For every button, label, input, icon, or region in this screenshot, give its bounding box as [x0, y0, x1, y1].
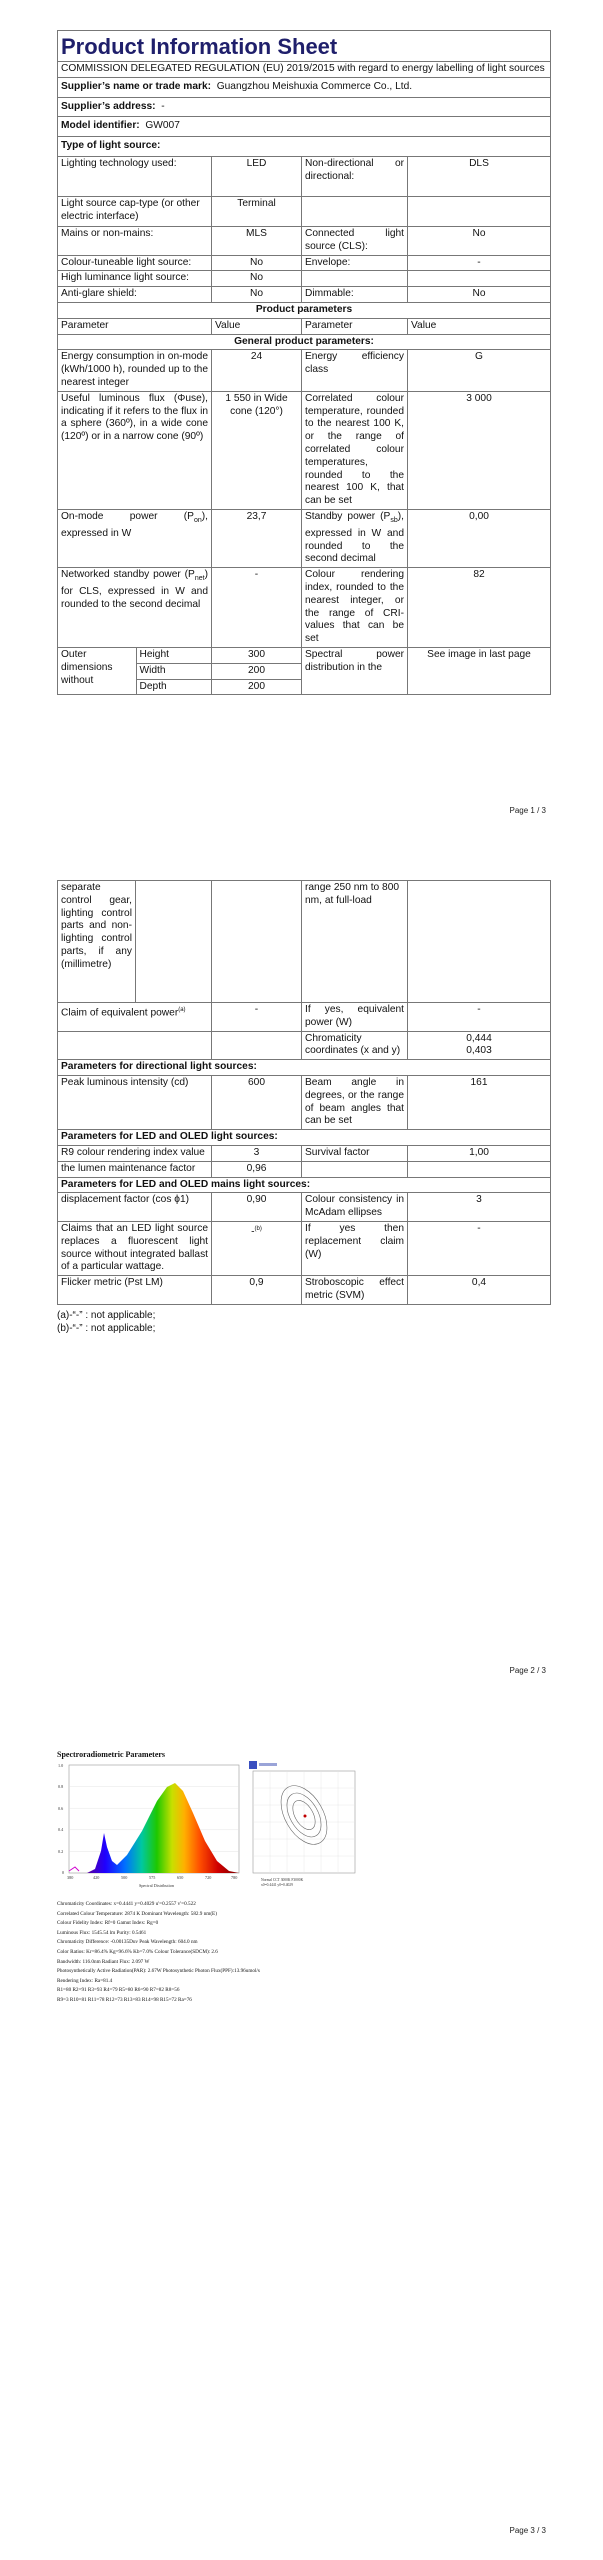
param-line: Bandwidth: 116.0nm Radiant Flux: 2.097 W — [57, 1958, 150, 1965]
empty-cell — [408, 1161, 551, 1177]
mains-label: Mains or non-mains: — [58, 226, 212, 255]
info-table — [57, 30, 551, 695]
height-label: Height — [136, 648, 211, 663]
dimmable-label: Dimmable: — [302, 287, 408, 303]
supplier-label: Supplier’s name or trade mark: — [61, 80, 212, 92]
claims-label: Claims that an LED light source replaces a fluorescent light source without integrated ballast of a particular wattage. — [58, 1221, 212, 1275]
chromaticity-value: 0,444 0,403 — [408, 1031, 551, 1060]
empty-cell — [58, 1031, 212, 1060]
param-line: R9=3 R10=81 R11=78 R12=73 R13=83 R14=98 R15=72 Ra=76 — [57, 1996, 192, 2003]
cct-value: 3 000 — [408, 391, 551, 509]
on-mode-power-value: 23,7 — [212, 509, 302, 567]
peak-intensity-label: Peak luminous intensity (cd) — [58, 1075, 212, 1129]
type-label: Type of light source: — [58, 137, 551, 157]
cie-ellipse-chart — [249, 1761, 357, 1891]
on-mode-power-label: On-mode power $(P_{on})$, expressed in W — [58, 509, 212, 567]
x-axis-label: Spectral Distribution — [139, 1883, 175, 1888]
y-tick: 0.4 — [58, 1827, 64, 1832]
x-tick: 780 — [231, 1875, 238, 1880]
model-value: GW007 — [145, 120, 180, 132]
y-tick: 0.2 — [58, 1849, 64, 1854]
param-line: Colour Fidelity Index: Rf=0 Gamut Index: Rg=0 — [57, 1920, 159, 1927]
equivalent-power-value: - — [212, 1003, 302, 1032]
networked-standby-value: - — [212, 568, 302, 648]
legend-line — [259, 1763, 277, 1766]
energy-consumption-label: Energy consumption in on-mode (kWh/1000 h), rounded up to the nearest integer — [58, 350, 212, 391]
cct-label: Correlated colour temperature, rounded to the nearest 100 K, or the range of correlated colour temperatures, rounded to the nearest 100 K, that can be set — [302, 391, 408, 509]
info-sheet-part-1 — [57, 30, 550, 695]
y-tick: 1.0 — [58, 1763, 64, 1768]
displacement-value: 0,90 — [212, 1193, 302, 1222]
stroboscopic-value: 0,4 — [408, 1276, 551, 1305]
displacement-label: displacement factor (cos ϕ1) — [58, 1193, 212, 1222]
empty-cell — [212, 1031, 302, 1060]
beam-angle-label: Beam angle in degrees, or the range of beam angles that can be set — [302, 1075, 408, 1129]
directional-value: DLS — [408, 156, 551, 196]
energy-consumption-value: 24 — [212, 350, 302, 391]
depth-value: 200 — [248, 680, 265, 692]
supplier-value: Guangzhou Meishuxia Commerce Co., Ltd. — [216, 80, 413, 92]
dimension-values-cell — [212, 647, 302, 694]
cri-label: Colour rendering index, rounded to the nearest integer, or the range of CRI-values that can be set — [302, 568, 408, 648]
lumen-maintenance-label: the lumen maintenance factor — [58, 1161, 212, 1177]
height-value: 300 — [212, 648, 301, 664]
equivalent-power-label: Claim of equivalent power$^{(a)}$ — [58, 1003, 212, 1032]
equivalent-power-label-2: If yes, equivalent power (W) — [302, 1003, 408, 1032]
header-parameter: Parameter — [58, 318, 212, 334]
spectro-graphics — [57, 1761, 357, 1896]
depth-label: Depth — [139, 680, 167, 692]
equivalent-power-value-2: - — [408, 1003, 551, 1032]
product-parameters-header: Product parameters — [58, 302, 551, 318]
stroboscopic-label: Stroboscopic effect metric (SVM) — [302, 1276, 408, 1305]
header-value: Value — [212, 318, 302, 334]
high-luminance-value: No — [212, 271, 302, 287]
page-3 — [0, 1720, 603, 2560]
param-line: Photosynthetically Active Radiation(PAR): 2.67W Photosynthetic Photon Flux(PPF):13.96umol/s — [57, 1968, 260, 1975]
r9-value: 3 — [212, 1145, 302, 1161]
empty-cell — [408, 881, 551, 1003]
spectro-title: Spectroradiometric Parameters — [57, 1750, 166, 1759]
info-table-continued — [57, 880, 551, 1305]
cri-value: 82 — [408, 568, 551, 648]
standby-power-label: Standby power $(P_{sb})$, expressed in W and rounded to the second decimal — [302, 509, 408, 567]
high-luminance-label: High luminance light source: — [58, 271, 212, 287]
cie-caption-1: Normal CCT 3000K F3000K — [261, 1878, 304, 1882]
anti-glare-label: Anti-glare shield: — [58, 287, 212, 303]
general-parameters-header: General product parameters: — [58, 334, 551, 350]
flicker-value: 0,9 — [212, 1276, 302, 1305]
directional-header: Parameters for directional light sources: — [58, 1060, 551, 1076]
param-line: Rendering Index: Ra=81.4 — [57, 1977, 113, 1984]
tuneable-label: Colour-tuneable light source: — [58, 255, 212, 271]
outer-dimensions-label: Outer dimensions without — [58, 648, 136, 694]
param-line: R1=80 R2=91 R3=93 R4=79 R5=80 R6=90 R7=82 R8=56 — [57, 1987, 180, 1994]
networked-standby-label: Networked standby power $(P_{net})$ for CLS, expressed in W and rounded to the second decimal — [58, 568, 212, 648]
efficiency-class-label: Energy efficiency class — [302, 350, 408, 391]
spd-label: Spectral power distribution in the — [302, 647, 408, 694]
efficiency-class-value: G — [408, 350, 551, 391]
y-axis-ticks — [58, 1763, 64, 1875]
empty-cell — [408, 271, 551, 287]
empty-cell — [136, 881, 212, 1003]
param-line: Correlated Colour Temperature: 2874 K Dominant Wavelength: 582.9 nm(E) — [57, 1910, 217, 1917]
colour-consistency-label: Colour consistency in McAdam ellipses — [302, 1193, 408, 1222]
luminous-flux-label: Useful luminous flux (Φuse), indicating if it refers to the flux in a sphere (360º), in a wide cone (120º) or in a narrow cone (90º) — [58, 391, 212, 509]
survival-label: Survival factor — [302, 1145, 408, 1161]
tech-label: Lighting technology used: — [58, 156, 212, 196]
standby-power-value: 0,00 — [408, 509, 551, 567]
lumen-maintenance-value: 0,96 — [212, 1161, 302, 1177]
spectro-parameters — [57, 1900, 357, 2006]
width-value: 200 — [212, 664, 301, 680]
cls-label: Connected light source (CLS): — [302, 226, 408, 255]
x-tick: 500 — [121, 1875, 128, 1880]
cap-type-value: Terminal — [212, 196, 302, 226]
flicker-label: Flicker metric (Pst LM) — [58, 1276, 212, 1305]
header-parameter: Parameter — [302, 318, 408, 334]
envelope-value: - — [408, 255, 551, 271]
legend-swatch — [249, 1761, 257, 1769]
survival-value: 1,00 — [408, 1145, 551, 1161]
page-1 — [0, 0, 603, 820]
empty-cell — [212, 881, 302, 1003]
replacement-value: - — [408, 1221, 551, 1275]
replacement-label: If yes then replacement claim (W) — [302, 1221, 408, 1275]
outer-dimensions-continued: separate control gear, lighting control parts and non-lighting control parts, if any (millimetre) — [58, 881, 136, 1003]
outer-dimensions-cell — [58, 647, 212, 694]
param-line: Chromaticity Coordinates: x=0.4441 y=0.4029 u'=0.2557 v'=0.522 — [57, 1901, 196, 1907]
address-value: - — [161, 100, 165, 112]
y-tick: 0.6 — [58, 1806, 64, 1811]
param-line: Chromaticity Difference: -0.00135Duv Peak Wavelength: 604.0 nm — [57, 1939, 198, 1946]
sheet-title: Product Information Sheet — [58, 31, 551, 62]
param-line: Color Ratios: Kr=86.4% Kg=96.6% Kb=7.0% Colour Tolerance(SDCM): 2.6 — [57, 1948, 218, 1955]
spectral-distribution-chart — [57, 1761, 247, 1891]
led-header: Parameters for LED and OLED light sources: — [58, 1130, 551, 1146]
cls-value: No — [408, 226, 551, 255]
tuneable-value: No — [212, 255, 302, 271]
info-sheet-part-2 — [57, 880, 550, 1335]
y-tick: 0 — [62, 1870, 65, 1875]
empty-cell — [302, 1161, 408, 1177]
param-line: Luminous Flux: 1545.54 lm Purity: 0.5461 — [57, 1929, 147, 1936]
colour-consistency-value: 3 — [408, 1193, 551, 1222]
measured-point — [304, 1815, 307, 1818]
empty-cell — [302, 196, 408, 226]
x-tick: 380 — [67, 1875, 74, 1880]
x-tick: 650 — [177, 1875, 184, 1880]
page-number: Page 1 / 3 — [509, 806, 546, 815]
empty-cell — [302, 271, 408, 287]
footnote-b: (b)-“-” : not applicable; — [57, 1322, 156, 1334]
page-2 — [0, 880, 603, 1710]
spectroradiometric-report — [57, 1750, 357, 2006]
empty-cell — [408, 196, 551, 226]
spd-value: See image in last page — [408, 647, 551, 694]
peak-intensity-value: 600 — [212, 1075, 302, 1129]
envelope-label: Envelope: — [302, 255, 408, 271]
dimmable-value: No — [408, 287, 551, 303]
y-tick: 0.8 — [58, 1784, 64, 1789]
r9-label: R9 colour rendering index value — [58, 1145, 212, 1161]
page-number: Page 3 / 3 — [509, 2526, 546, 2535]
x-tick: 420 — [93, 1875, 100, 1880]
tech-value: LED — [212, 156, 302, 196]
cap-type-label: Light source cap-type (or other electric interface) — [58, 196, 212, 226]
x-axis-ticks — [67, 1875, 237, 1880]
mains-header: Parameters for LED and OLED mains light sources: — [58, 1177, 551, 1193]
claims-value: -$^{(b)}$ — [212, 1221, 302, 1275]
page-number: Page 2 / 3 — [509, 1666, 546, 1675]
regulation-text: COMMISSION DELEGATED REGULATION (EU) 2019/2015 with regard to energy labelling of light sources — [58, 62, 551, 78]
beam-angle-value: 161 — [408, 1075, 551, 1129]
address-label: Supplier’s address: — [61, 100, 156, 112]
cie-caption-2: x0=0.4441 y0=0.4029 — [261, 1883, 293, 1887]
x-tick: 575 — [149, 1875, 156, 1880]
model-label: Model identifier: — [61, 120, 140, 132]
header-value: Value — [408, 318, 551, 334]
luminous-flux-value: 1 550 in Wide cone (120°) — [212, 391, 302, 509]
chromaticity-label: Chromaticity coordinates (x and y) — [302, 1031, 408, 1060]
mains-value: MLS — [212, 226, 302, 255]
spd-label-continued: range 250 nm to 800 nm, at full-load — [302, 881, 408, 1003]
directional-label: Non-directional or directional: — [302, 156, 408, 196]
anti-glare-value: No — [212, 287, 302, 303]
width-label: Width — [136, 663, 211, 679]
footnote-a: (a)-“-” : not applicable; — [57, 1309, 156, 1321]
x-tick: 720 — [205, 1875, 212, 1880]
